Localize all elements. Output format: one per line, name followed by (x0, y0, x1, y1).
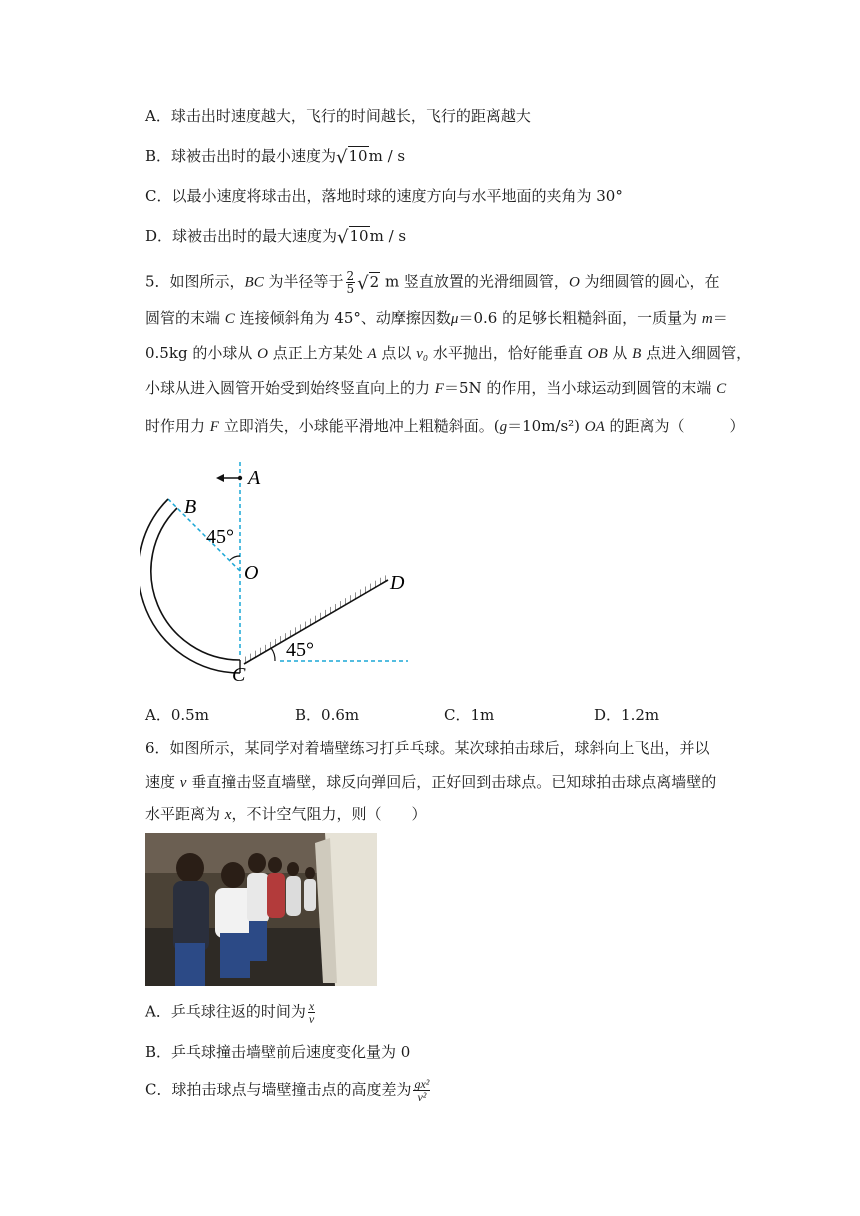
angle-arc-c (271, 648, 275, 661)
label-d: D (390, 572, 405, 594)
text: ＝10m/s²) (507, 417, 585, 435)
q5-line-2 (145, 308, 728, 329)
text: 圆管的末端 (145, 309, 225, 327)
text: ，不计空气阻力，则（ ） (231, 805, 427, 823)
arrow-head-icon (216, 474, 224, 482)
var-b: B (632, 346, 642, 362)
q5-line-3 (145, 343, 751, 364)
label-o: O (244, 562, 259, 584)
q4-option-b-text: B．球被击出时的最小速度为 (145, 147, 337, 165)
text: ＝5N 的作用，当小球运动到圆管的末端 (443, 379, 717, 397)
text: 5．如图所示， (145, 272, 245, 291)
fraction-gx2-over-v2: $\frac{\text{gx²}}{\text{v²}}$ (414, 1077, 430, 1104)
q4-option-d (145, 226, 406, 248)
angle-label-bottom: 45° (286, 639, 314, 661)
text: 点以 (376, 344, 417, 362)
fraction-x-over-v: $\frac{x}{v}$ (308, 999, 315, 1026)
q5-option-a: A．0.5m (145, 706, 209, 724)
ping-pong-photo (145, 833, 377, 986)
var-bc: BC (244, 274, 264, 291)
q6-option-b: B．乒乓球撞击墙壁前后速度变化量为 0 (145, 1043, 411, 1061)
text: ＝ (712, 309, 728, 327)
q5-option-c: C．1m (444, 706, 495, 724)
q5-diagram (140, 458, 430, 690)
q4-option-b (145, 146, 405, 168)
text: m 竖直放置的光滑细圆管， (380, 272, 569, 291)
label-c: C (232, 664, 246, 686)
var-mu: μ (450, 311, 459, 327)
q6-line-2 (145, 772, 716, 793)
label-a: A (248, 467, 261, 489)
var-a: A (367, 346, 377, 362)
q4-option-a: A．球击出时速度越大，飞行的时间越长，飞行的距离越大 (145, 107, 531, 125)
var-m: m (701, 311, 713, 327)
text: A．乒乓球往返的时间为 (145, 1002, 306, 1021)
q5-option-b: B．0.6m (295, 706, 360, 724)
angle-arc-o (230, 556, 240, 560)
text: 时作用力 (145, 417, 210, 435)
var-c: C (224, 311, 235, 327)
var-v0: v₀ (416, 346, 429, 362)
q6-option-a (145, 1000, 317, 1025)
sqrt-symbol: √10 (336, 147, 368, 168)
text: 从 (607, 344, 633, 362)
var-oa: OA (584, 419, 605, 435)
q6-option-c (145, 1078, 432, 1103)
var-f: F (209, 419, 219, 435)
text: 立即消失，小球能平滑地冲上粗糙斜面。( (218, 417, 500, 435)
incline-hatch (241, 575, 388, 664)
text: C．球拍击球点与墙壁撞击点的高度差为 (145, 1080, 412, 1099)
sqrt-symbol: √2 (357, 272, 380, 294)
var-x: x (224, 807, 232, 823)
text: 水平距离为 (145, 805, 225, 823)
q5-option-d: D．1.2m (594, 706, 660, 724)
text: 的距离为（ ） (604, 417, 745, 435)
q6-line-1: 6．如图所示，某同学对着墙壁练习打乒乓球。某次球拍击球后，球斜向上飞出，并以 (145, 739, 710, 757)
fraction: $\frac{2}{5}$ (346, 269, 355, 296)
text: 垂直撞击竖直墙壁，球反向弹回后，正好回到击球点。已知球拍击球点离墙壁的 (186, 773, 717, 791)
text: 点进入细圆管， (641, 344, 752, 362)
text: 为半径等于 (263, 272, 344, 291)
text: 小球从进入圆管开始受到始终竖直向上的力 (145, 379, 435, 397)
q4-option-d-text: D．球被击出时的最大速度为 (145, 227, 338, 245)
unit: m / s (368, 147, 406, 165)
photo-illustration (145, 833, 377, 986)
var-g: g (499, 419, 508, 435)
angle-label-top: 45° (206, 526, 234, 548)
q6-line-3 (145, 804, 426, 825)
var-o: O (257, 346, 268, 362)
q5-line-4 (145, 378, 726, 399)
var-o: O (568, 274, 580, 291)
text: 速度 (145, 773, 180, 791)
var-v: v (179, 775, 187, 791)
text: 点正上方某处 (267, 344, 368, 362)
var-c: C (716, 381, 727, 397)
text: 水平抛出，恰好能垂直 (428, 344, 588, 362)
q5-line-1 (145, 270, 720, 295)
unit: m / s (369, 227, 407, 245)
text: 为细圆管的圆心，在 (579, 272, 720, 291)
label-b: B (184, 496, 197, 518)
sqrt-symbol: √10 (337, 227, 369, 248)
q4-option-c: C．以最小速度将球击出，落地时球的速度方向与水平地面的夹角为 30° (145, 187, 623, 205)
q5-line-5 (145, 416, 745, 437)
text: 0.5kg 的小球从 (145, 344, 258, 362)
text: ＝0.6 的足够长粗糙斜面，一质量为 (458, 309, 702, 327)
var-f: F (434, 381, 444, 397)
text: 连接倾斜角为 45°、动摩擦因数 (234, 309, 451, 327)
var-ob: OB (587, 346, 608, 362)
